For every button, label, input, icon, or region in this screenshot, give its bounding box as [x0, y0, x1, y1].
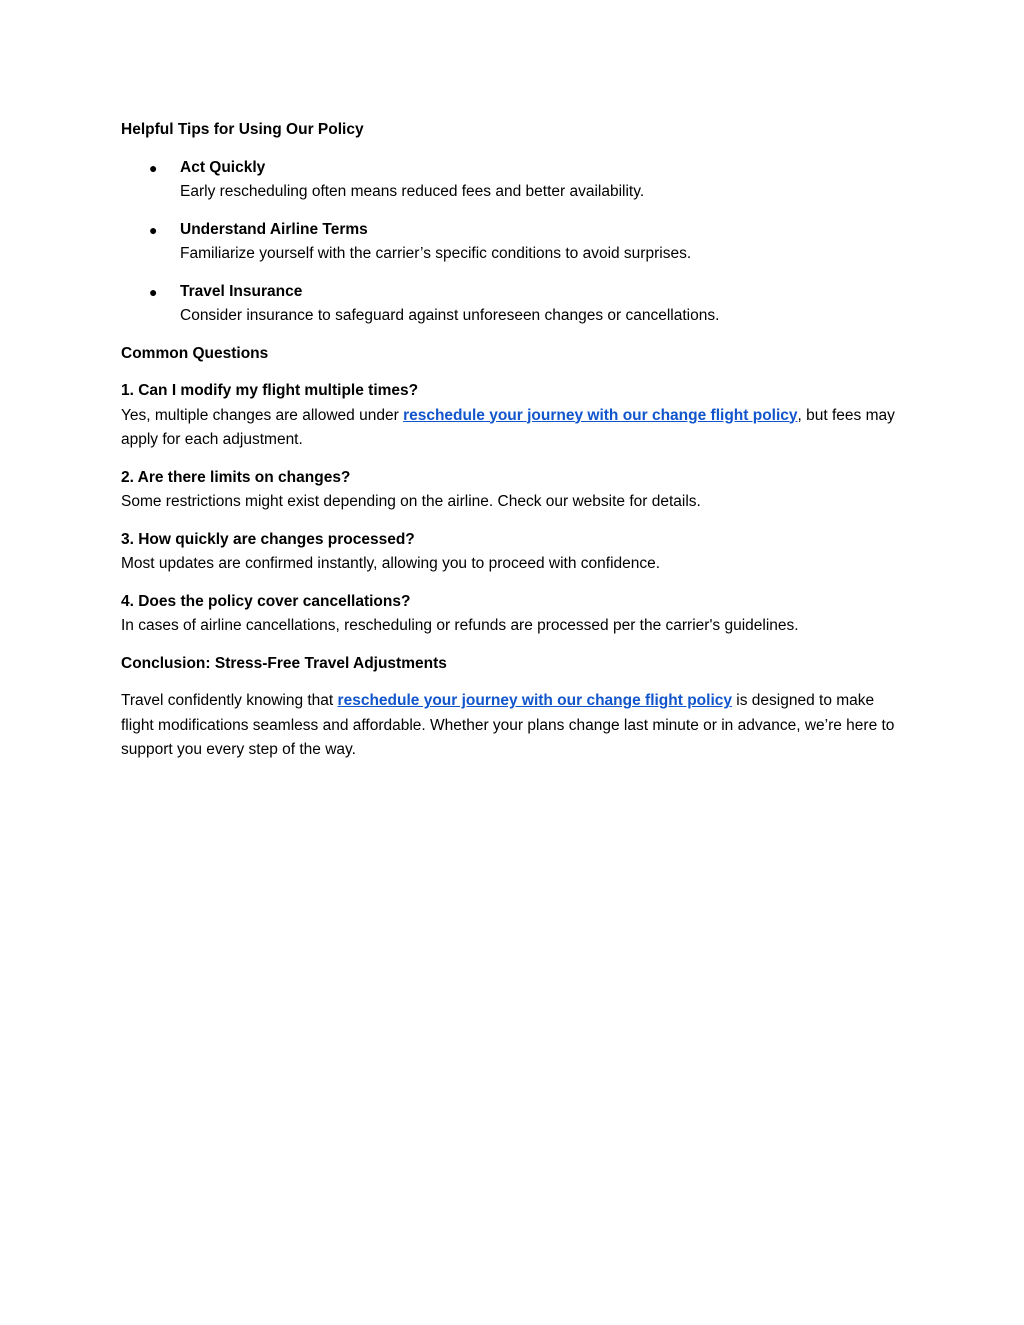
change-flight-policy-link[interactable]: reschedule your journey with our change flight policy [337, 692, 732, 709]
tip-item-act-quickly [121, 156, 911, 205]
tip-text: Early rescheduling often means reduced fees and better availability. [180, 183, 645, 200]
tips-list [121, 156, 911, 329]
conclusion-text: Travel confidently knowing that [121, 692, 338, 709]
tip-title: Travel Insurance [180, 282, 303, 300]
bullet-icon: ● [149, 283, 158, 300]
tip-text: Consider insurance to safeguard against unforeseen changes or cancellations. [180, 307, 720, 324]
tip-title: Understand Airline Terms [180, 220, 368, 238]
faq-answer-text: Yes, multiple changes are allowed under [121, 406, 404, 424]
document-page [121, 118, 911, 763]
faq-answer [121, 404, 911, 453]
change-flight-policy-link[interactable]: reschedule your journey with our change flight policy [403, 406, 798, 424]
faq-item-3 [121, 528, 911, 577]
faq-question: 2. Are there limits on changes? [121, 468, 351, 486]
faq-item-1 [121, 379, 911, 453]
faq-item-2 [121, 466, 911, 515]
bullet-icon: ● [149, 159, 158, 176]
tips-heading: Helpful Tips for Using Our Policy [121, 121, 364, 138]
faq-answer: Most updates are confirmed instantly, allowing you to proceed with confidence. [121, 555, 661, 572]
tip-item-travel-insurance [121, 280, 911, 329]
faq-question: 1. Can I modify my flight multiple times? [121, 382, 419, 399]
faq-question: 3. How quickly are changes processed? [121, 530, 415, 548]
faq-question: 4. Does the policy cover cancellations? [121, 592, 411, 610]
tip-title: Act Quickly [180, 158, 266, 176]
faq-answer-text: , but fees may apply for each adjustment. [121, 406, 895, 448]
questions-heading: Common Questions [121, 344, 269, 362]
bullet-icon: ● [149, 221, 158, 238]
faq-item-4 [121, 590, 911, 639]
faq-answer: Some restrictions might exist depending on the airline. Check our website for details. [121, 493, 701, 510]
conclusion-paragraph [121, 689, 911, 763]
tip-item-airline-terms [121, 218, 911, 267]
conclusion-heading: Conclusion: Stress-Free Travel Adjustments [121, 654, 447, 672]
conclusion-text: is designed to make flight modifications seamless and affordable. Whether your plans change last minute or in advance, we’re here to support you every step of the way. [121, 692, 895, 758]
faq-answer: In cases of airline cancellations, rescheduling or refunds are processed per the carrier's guidelines. [121, 617, 799, 634]
tip-text: Familiarize yourself with the carrier’s specific conditions to avoid surprises. [180, 245, 692, 262]
